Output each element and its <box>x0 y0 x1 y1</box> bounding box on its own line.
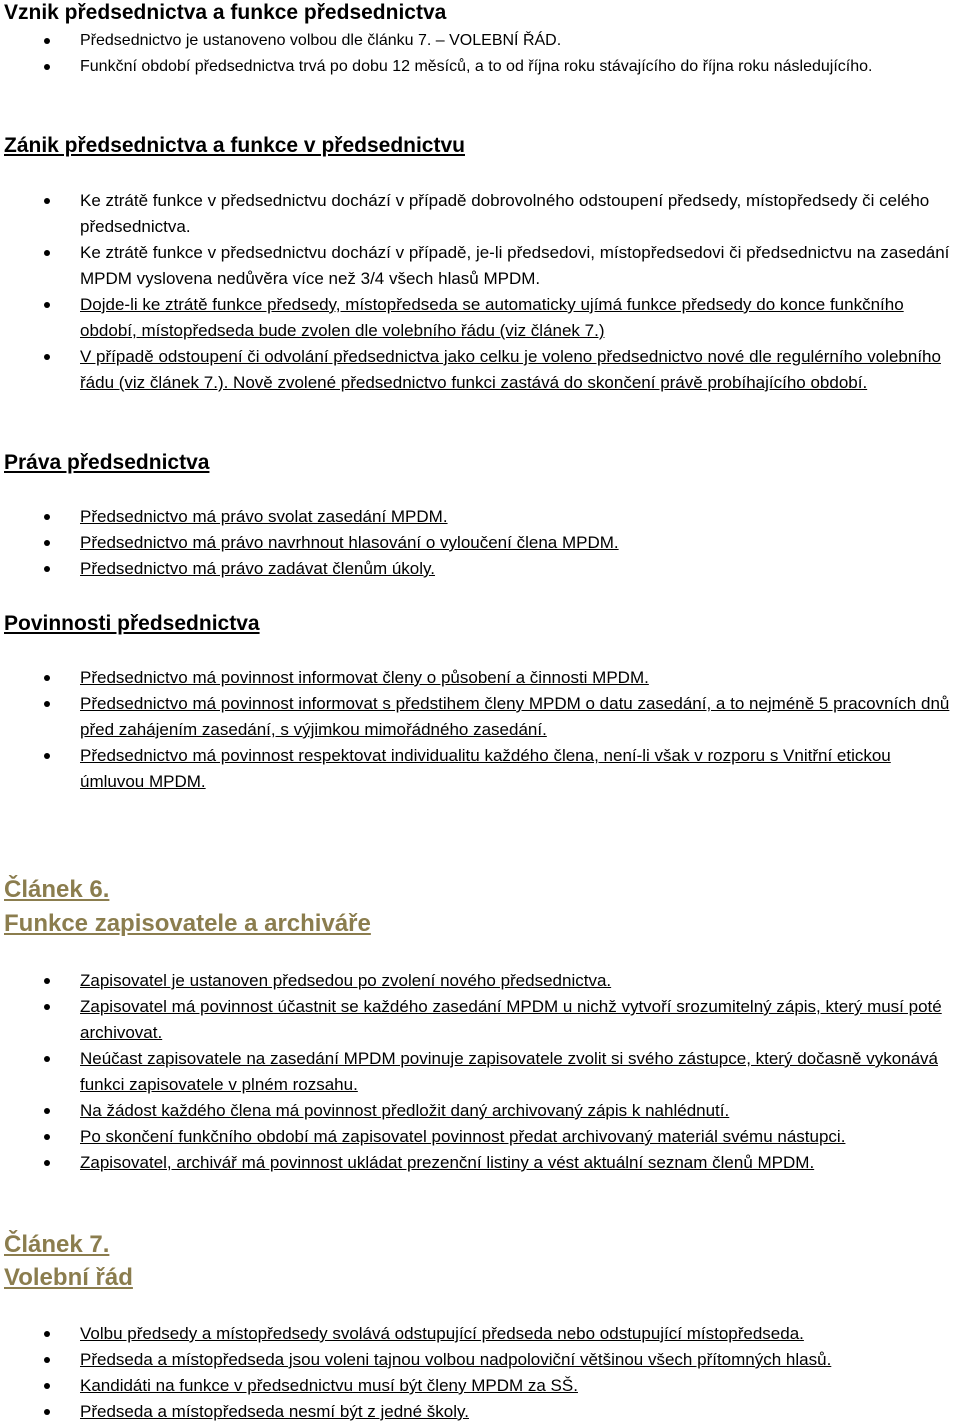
list-clanek6 <box>0 968 960 1176</box>
list-item: Po skončení funkčního období má zapisovatel povinnost předat archivovaný materiál svému nástupci. <box>0 1124 960 1150</box>
list-item: Zapisovatel má povinnost účastnit se každého zasedání MPDM u nichž vytvoří srozumitelný zápis, který musí poté archivovat. <box>0 994 960 1046</box>
heading-prava: Práva předsednictva <box>4 451 210 474</box>
list-item: Předsednictvo má právo svolat zasedání MPDM. <box>0 504 960 530</box>
list-zanik <box>0 188 960 396</box>
article-6-number: Článek 6. <box>4 876 110 903</box>
list-item: Dojde-li ke ztrátě funkce předsedy, místopředseda se automaticky ujímá funkce předsedy do konce funkčního období, místopředseda bude zvolen dle volebního řádu (viz článek 7.) <box>0 292 960 344</box>
list-item: Předsednictvo má právo navrhnout hlasování o vyloučení člena MPDM. <box>0 530 960 556</box>
list-item: Zapisovatel, archivář má povinnost ukládat prezenční listiny a vést aktuální seznam členů MPDM. <box>0 1150 960 1176</box>
list-item: Předsednictvo je ustanoveno volbou dle článku 7. – VOLEBNÍ ŘÁD. <box>0 28 960 54</box>
list-povinnosti <box>0 665 960 795</box>
list-clanek7 <box>0 1321 960 1425</box>
article-7-title: Volební řád <box>4 1264 133 1291</box>
article-6-title: Funkce zapisovatele a archiváře <box>4 910 371 937</box>
list-prava <box>0 504 960 582</box>
list-item: Neúčast zapisovatele na zasedání MPDM povinuje zapisovatele zvolit si svého zástupce, který dočasně vykonává funkci zapisovatele v plném rozsahu. <box>0 1046 960 1098</box>
heading-vznik: Vznik předsednictva a funkce předsednictva <box>4 1 447 24</box>
list-item: Ke ztrátě funkce v předsednictvu dochází v případě, je-li předsedovi, místopředsedovi či předsednictvu na zasedání MPDM vyslovena nedůvěra více než 3/4 všech hlasů MPDM. <box>0 240 960 292</box>
list-item: Předseda a místopředseda jsou voleni tajnou volbou nadpoloviční většinou všech přítomných hlasů. <box>0 1347 960 1373</box>
list-item: Na žádost každého člena má povinnost předložit daný archivovaný zápis k nahlédnutí. <box>0 1098 960 1124</box>
list-item: Předsednictvo má povinnost respektovat individualitu každého člena, není-li však v rozporu s Vnitřní etickou úmluvou MPDM. <box>0 743 960 795</box>
list-item: Zapisovatel je ustanoven předsedou po zvolení nového předsednictva. <box>0 968 960 994</box>
list-item: Funkční období předsednictva trvá po dobu 12 měsíců, a to od října roku stávajícího do října roku následujícího. <box>0 54 960 80</box>
list-item: V případě odstoupení či odvolání předsednictva jako celku je voleno předsednictvo nové dle regulérního volebního řádu (viz článek 7.). Nově zvolené předsednictvo funkci zastává do skončení právě probíhajícího období. <box>0 344 960 396</box>
article-7-number: Článek 7. <box>4 1231 110 1258</box>
heading-zanik: Zánik předsednictva a funkce v předsednictvu <box>4 134 465 157</box>
list-item: Předseda a místopředseda nesmí být z jedné školy. <box>0 1399 960 1425</box>
list-item: Kandidáti na funkce v předsednictvu musí být členy MPDM za SŠ. <box>0 1373 960 1399</box>
list-item: Předsednictvo má povinnost informovat s předstihem členy MPDM o datu zasedání, a to nejméně 5 pracovních dnů před zahájením zasedání, s výjimkou mimořádného zasedání. <box>0 691 960 743</box>
list-item: Předsednictvo má povinnost informovat členy o působení a činnosti MPDM. <box>0 665 960 691</box>
list-vznik <box>0 28 960 80</box>
list-item: Volbu předsedy a místopředsedy svolává odstupující předseda nebo odstupující místopředseda. <box>0 1321 960 1347</box>
list-item: Ke ztrátě funkce v předsednictvu dochází v případě dobrovolného odstoupení předsedy, místopředsedy či celého předsednictva. <box>0 188 960 240</box>
heading-povinnosti: Povinnosti předsednictva <box>4 612 260 635</box>
list-item: Předsednictvo má právo zadávat členům úkoly. <box>0 556 960 582</box>
